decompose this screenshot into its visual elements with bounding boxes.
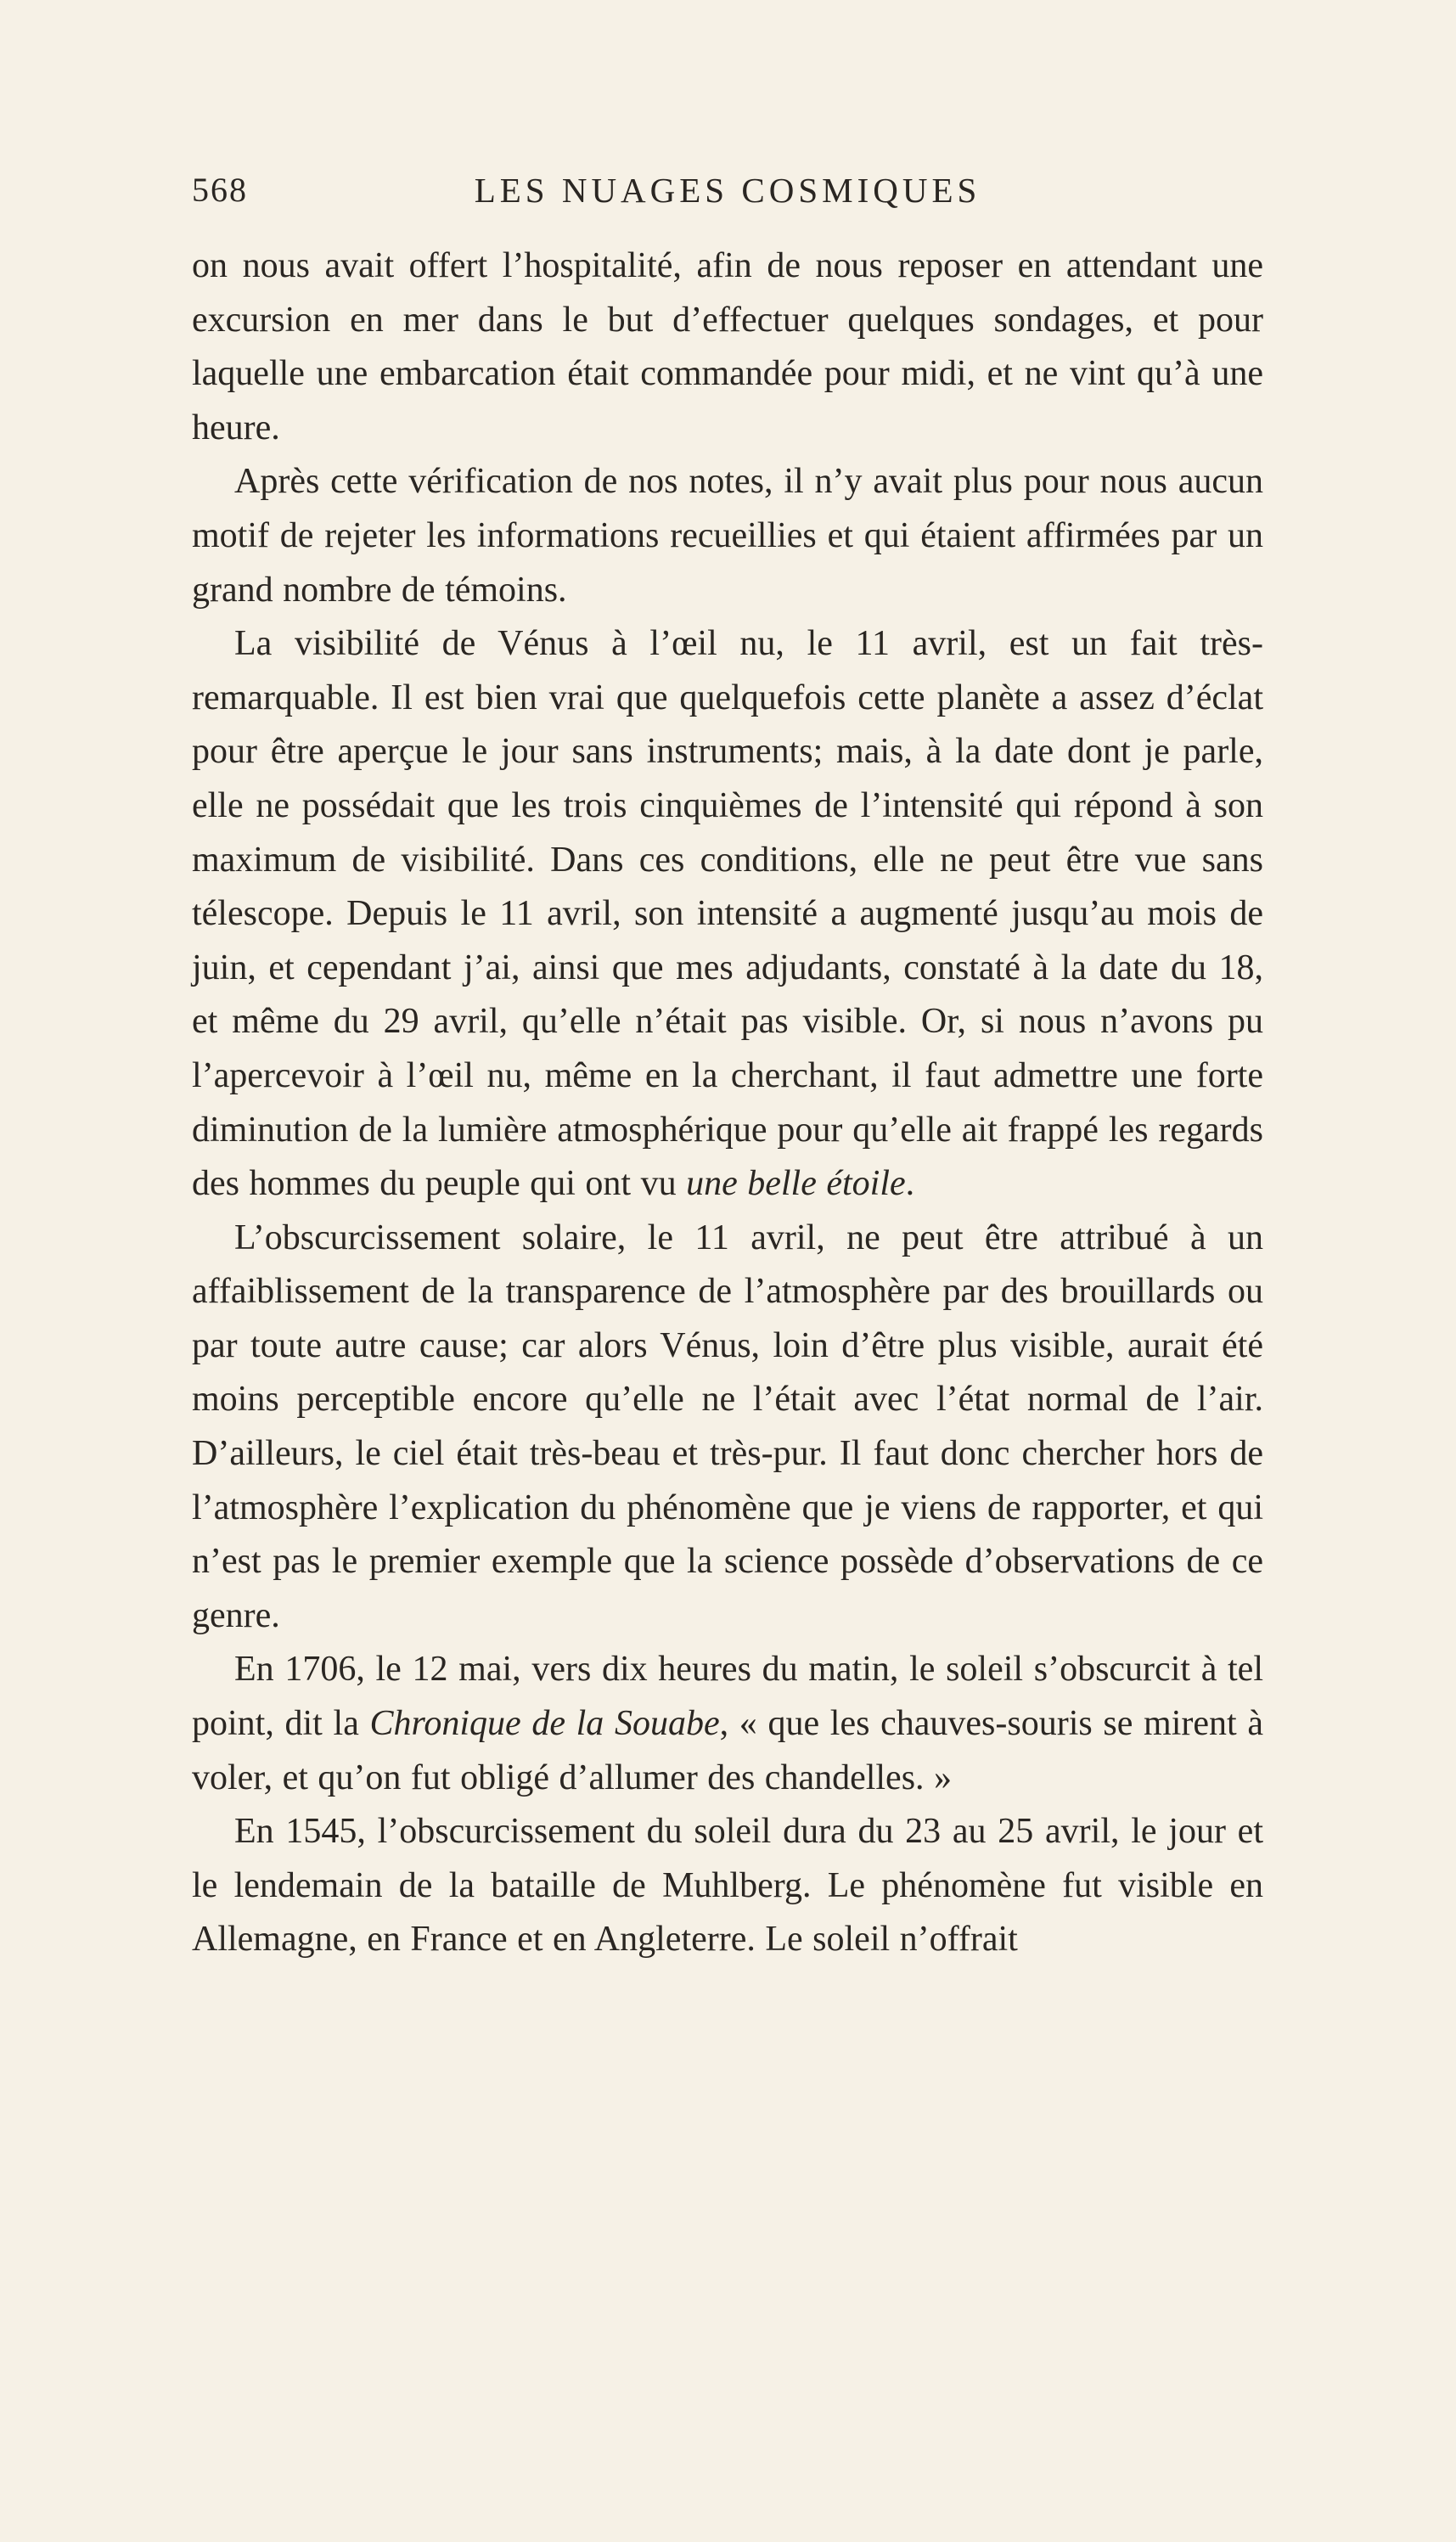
emphasis-chronique-de-la-souabe: Chronique de la Souabe [369, 1704, 720, 1744]
paragraph-6: En 1545, l’obscurcissement du soleil dura du 23 au 25 avril, le jour et le lendemain de la bataille de Muhlberg. Le phénomène fut visible en Allemagne, en France et en Angleterre. Le soleil n’offrait [192, 1812, 1263, 1960]
running-head [192, 170, 1263, 221]
paragraph-3-text: La visibilité de Vénus à l’œil nu, le 11 avril, est un fait très-remarquable. Il est bien vrai que quelquefois cette planète a assez d’éclat pour être aperçue le jour sans instruments; mais, à la date dont je parle, elle ne possédait que les trois cinquièmes de l’intensité qui répond à son maximum de visibilité. Dans ces conditions, elle ne peut être vue sans télescope. Depuis le 11 avril, son intensité a augmenté jusqu’au mois de juin, et cependant j’ai, ainsi que mes adjudants, constaté à la date du 18, et même du 29 avril, qu’elle n’était pas visible. Or, si nous n’avons pu l’apercevoir à l’œil nu, même en la cherchant, il faut admettre une forte diminution de la lumière atmosphérique pour qu’elle ait frappé les regards des hommes du peuple qui ont vu [192, 624, 1263, 1204]
paragraph-5-end: , « que les chauves-souris se mirent à voler, et qu’on fut obligé d’allumer des chandelles. » [192, 1704, 1264, 1797]
paragraph-1: on nous avait offert l’hospitalité, afin de nous reposer en attendant une excursion en mer dans le but d’effectuer quelques sondages, et pour laquelle une embarcation était commandée pour midi, et ne vint qu’à une heure. [192, 246, 1263, 447]
emphasis-une-belle-etoile: une belle étoile [686, 1164, 906, 1204]
page-number: 568 [192, 171, 248, 209]
running-title: LES NUAGES COSMIQUES [474, 171, 981, 210]
paragraph-5-start: En 1706, le 12 mai, vers dix heures du matin, le soleil s’obscurcit à tel point, dit la [192, 1650, 1263, 1744]
paragraph-3 [192, 617, 1263, 1212]
paragraph-5 [192, 1643, 1263, 1805]
paragraph-4: L’obscurcissement solaire, le 11 avril, ne peut être attribué à un affaiblissement de la transparence de l’atmosphère par des brouillards ou par toute autre cause; car alors Vénus, loin d’être plus visible, aurait été moins perceptible encore qu’elle ne l’était avec l’état normal de l’air. D’ailleurs, le ciel était très-beau et très-pur. Il faut donc chercher hors de l’atmosphère l’explication du phénomène que je viens de rapporter, et qui n’est pas le premier exemple que la science possède d’observations de ce genre. [192, 1218, 1263, 1635]
paragraph-3-end: . [905, 1164, 915, 1204]
body-text [192, 239, 1263, 1967]
paragraph-2: Après cette vérification de nos notes, il n’y avait plus pour nous aucun motif de rejeter les informations recueillies et qui étaient affirmées par un grand nombre de témoins. [192, 462, 1263, 610]
